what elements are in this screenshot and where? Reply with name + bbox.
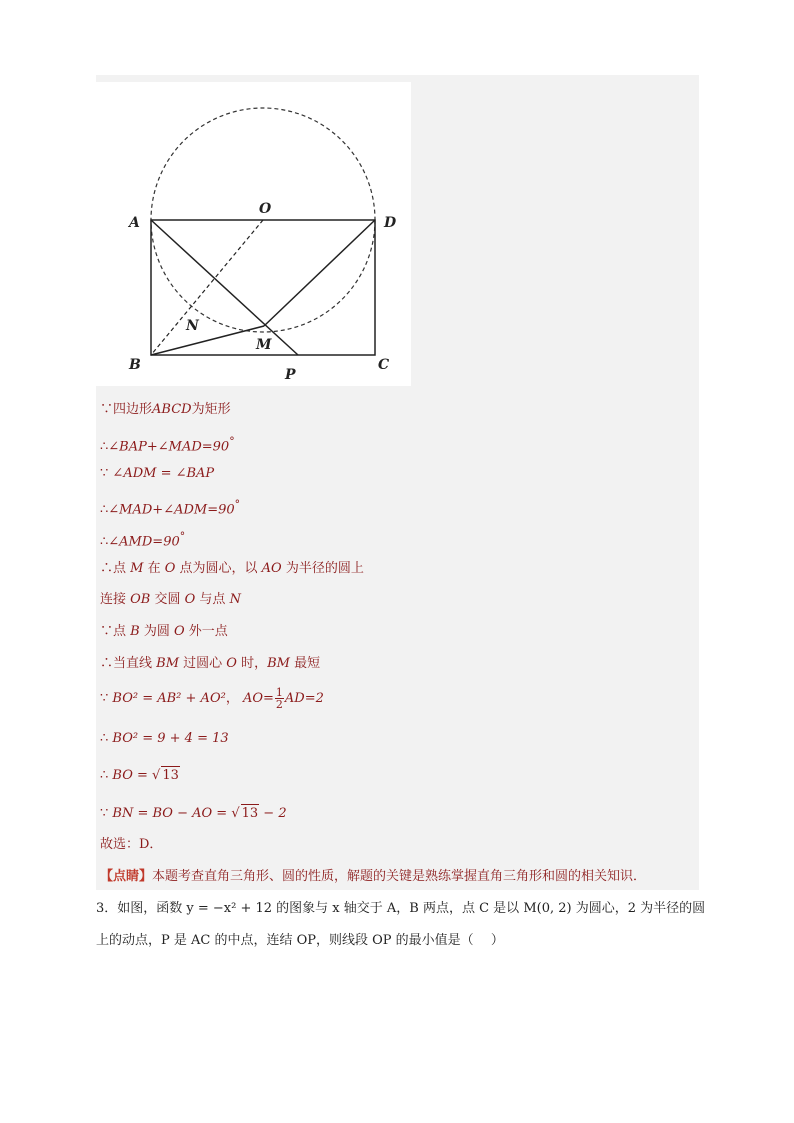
- solution-line-14: 故选：D．: [100, 837, 163, 852]
- label-o: O: [259, 201, 272, 217]
- figure-svg: [96, 82, 411, 386]
- solution-line-11: ∴ BO² = 9 + 4 = 13: [100, 731, 229, 746]
- solution-line-8: ∵点 B 为圆 O 外一点: [100, 624, 228, 639]
- question-3-line-1: 3．如图，函数 y = −x² + 12 的图象与 x 轴交于 A，B 两点，点 C 是以 M(0, 2) 为圆心，2 为半径的圆: [96, 901, 706, 916]
- segment-ap: [151, 220, 298, 355]
- solution-line-1: ∵四边形ABCD为矩形: [100, 402, 231, 417]
- solution-line-2: ∴∠BAP+∠MAD=90°: [100, 435, 235, 455]
- solution-line-3: ∵ ∠ADM = ∠BAP: [100, 466, 215, 481]
- solution-line-4: ∴∠MAD+∠ADM=90°: [100, 498, 241, 518]
- label-n: N: [186, 318, 199, 334]
- dianjing-tag: 【点睛】: [100, 869, 153, 884]
- label-m: M: [256, 337, 272, 353]
- question-3-line-2: 上的动点，P 是 AC 的中点，连结 OP，则线段 OP 的最小值是（ ）: [96, 933, 504, 948]
- label-p: P: [285, 367, 296, 383]
- solution-line-5: ∴∠AMD=90°: [100, 530, 186, 550]
- label-b: B: [129, 357, 141, 373]
- segment-bm: [151, 326, 264, 355]
- solution-line-12: ∴ BO = √ 13: [100, 768, 179, 783]
- label-a: A: [129, 215, 140, 231]
- geometry-figure: [96, 82, 411, 386]
- solution-line-9: ∴当直线 BM 过圆心 O 时，BM 最短: [100, 656, 321, 671]
- segment-ob: [151, 220, 263, 355]
- sqrt-13: 13: [241, 806, 259, 821]
- solution-line-10: ∵ BO² = AB² + AO²， AO= $\frac{1}{2}$ AD=2: [100, 686, 324, 711]
- label-c: C: [378, 357, 390, 373]
- solution-line-13: ∵ BN = BO − AO = √ 13 − 2: [100, 806, 287, 821]
- solution-line-6: ∴点 M 在 O 点为圆心，以 AO 为半径的圆上: [100, 561, 364, 576]
- sqrt-13: 13: [162, 768, 179, 783]
- dianjing-line: 【点睛】本题考查直角三角形、圆的性质，解题的关键是熟练掌握直角三角形和圆的相关知识．: [100, 869, 647, 884]
- solution-line-7: 连接 OB 交圆 O 与点 N: [100, 592, 241, 607]
- rectangle-abcd: [151, 220, 375, 355]
- label-d: D: [384, 215, 397, 231]
- fraction-half: $\frac{1}{2}$: [275, 686, 283, 711]
- segment-dm: [264, 220, 375, 326]
